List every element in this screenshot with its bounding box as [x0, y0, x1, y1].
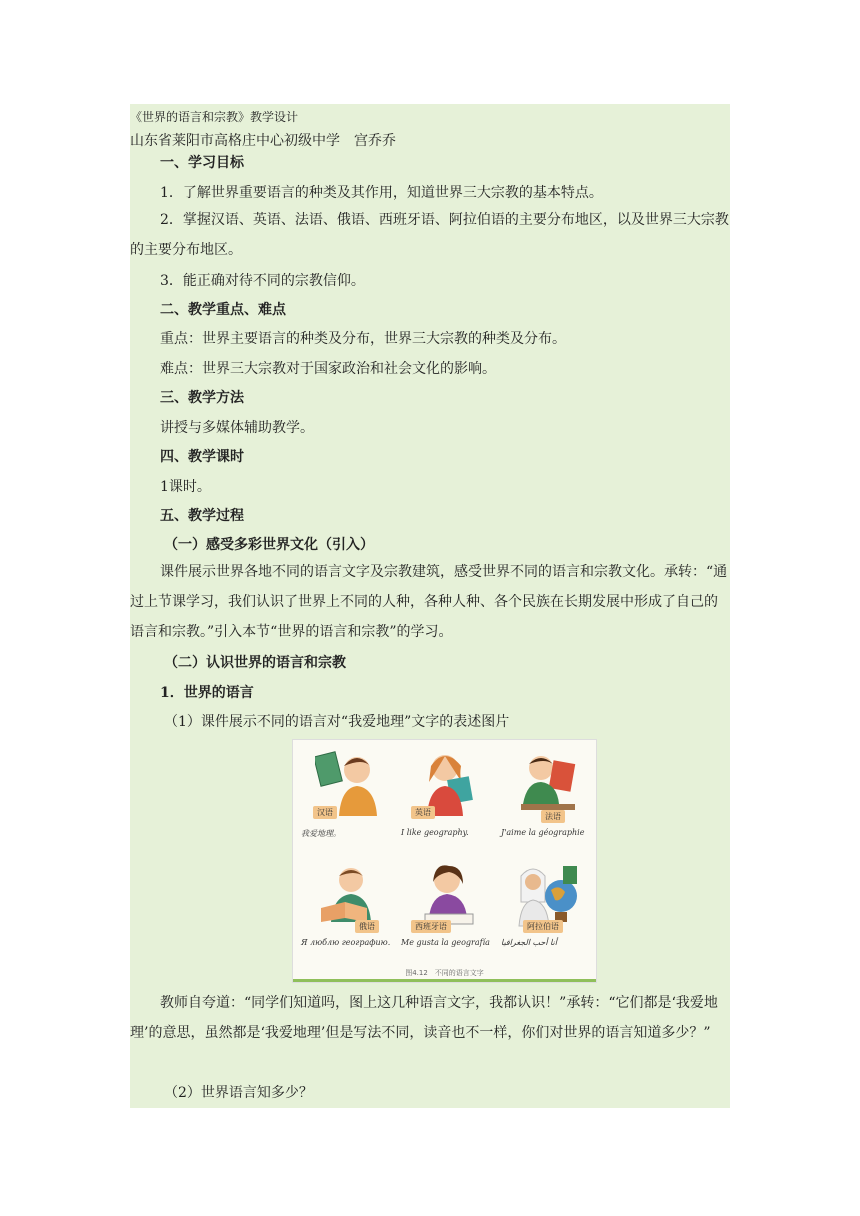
label-russian: 俄语 — [355, 920, 379, 933]
label-english: 英语 — [411, 806, 435, 819]
topic-heading-languages: 1．世界的语言 — [160, 685, 254, 701]
phrase-french: J'aime la géographie — [501, 828, 585, 837]
document-title: 《世界的语言和宗教》教学设计 — [130, 110, 299, 124]
author-line: 山东省莱阳市高格庄中心初级中学 宫乔乔 — [130, 133, 396, 149]
figure-panel-french — [497, 744, 597, 859]
phrase-spanish: Me gusta la geografía — [401, 938, 490, 947]
goal-item-3: 3．能正确对待不同的宗教信仰。 — [160, 273, 365, 289]
figure-panel-spanish — [397, 858, 497, 973]
section-heading-goals: 一、学习目标 — [160, 155, 244, 171]
phrase-english: I like geography. — [401, 828, 469, 837]
figure-caption: 图4.12 不同的语言文字 — [405, 969, 484, 977]
goal-item-2: 2．掌握汉语、英语、法语、俄语、西班牙语、阿拉伯语的主要分布地区，以及世界三大宗教的主要分布地区。 — [130, 212, 729, 258]
hours-text: 1课时。 — [160, 479, 211, 495]
section-heading-key-points: 二、教学重点、难点 — [160, 302, 286, 318]
figure-panel-chinese — [297, 744, 397, 859]
section-heading-method: 三、教学方法 — [160, 390, 244, 406]
label-spanish: 西班牙语 — [411, 920, 451, 933]
method-text: 讲授与多媒体辅助教学。 — [160, 420, 314, 436]
difficulty-text: 难点：世界三大宗教对于国家政治和社会文化的影响。 — [160, 361, 496, 377]
boy-reading-illustration — [515, 748, 581, 818]
phrase-arabic: أنا أحب الجغرافيا — [501, 938, 557, 947]
languages-figure — [292, 739, 597, 983]
section-heading-process: 五、教学过程 — [160, 508, 244, 524]
figure-bottom-bar — [293, 979, 596, 982]
step-1-text: （1）课件展示不同的语言对“我爱地理”文字的表述图片 — [164, 714, 510, 730]
figure-panel-arabic — [497, 858, 597, 973]
figure-panel-english — [397, 744, 497, 859]
label-french: 法语 — [541, 810, 565, 823]
subsection-heading-recognize: （二）认识世界的语言和宗教 — [164, 655, 346, 671]
subsection-heading-intro: （一）感受多彩世界文化（引入） — [164, 537, 374, 553]
section-heading-hours: 四、教学课时 — [160, 449, 244, 465]
label-chinese: 汉语 — [313, 806, 337, 819]
intro-paragraph: 课件展示世界各地不同的语言文字及宗教建筑，感受世界不同的语言和宗教文化。承转：“通过上节课学习，我们认识了世界上不同的人种，各种人种、各个民族在长期发展中形成了自己的语言和宗教。”引入本节“世界的语言和宗教”的学习。 — [130, 564, 728, 640]
step-2-text: （2）世界语言知多少？ — [164, 1085, 313, 1101]
label-arabic: 阿拉伯语 — [523, 920, 563, 933]
teacher-paragraph: 教师自夸道：“同学们知道吗，图上这几种语言文字，我都认识！”承转：“它们都是‘我爱地理’的意思，虽然都是‘我爱地理’但是写法不同，读音也不一样，你们对世界的语言知道多少？” — [130, 995, 718, 1041]
figure-panel-russian — [297, 858, 397, 973]
phrase-russian: Я люблю географию. — [301, 938, 391, 947]
phrase-chinese: 我爱地理。 — [301, 829, 341, 838]
goal-item-1: 1．了解世界重要语言的种类及其作用，知道世界三大宗教的基本特点。 — [160, 185, 603, 201]
key-point-text: 重点：世界主要语言的种类及分布，世界三大宗教的种类及分布。 — [160, 331, 566, 347]
